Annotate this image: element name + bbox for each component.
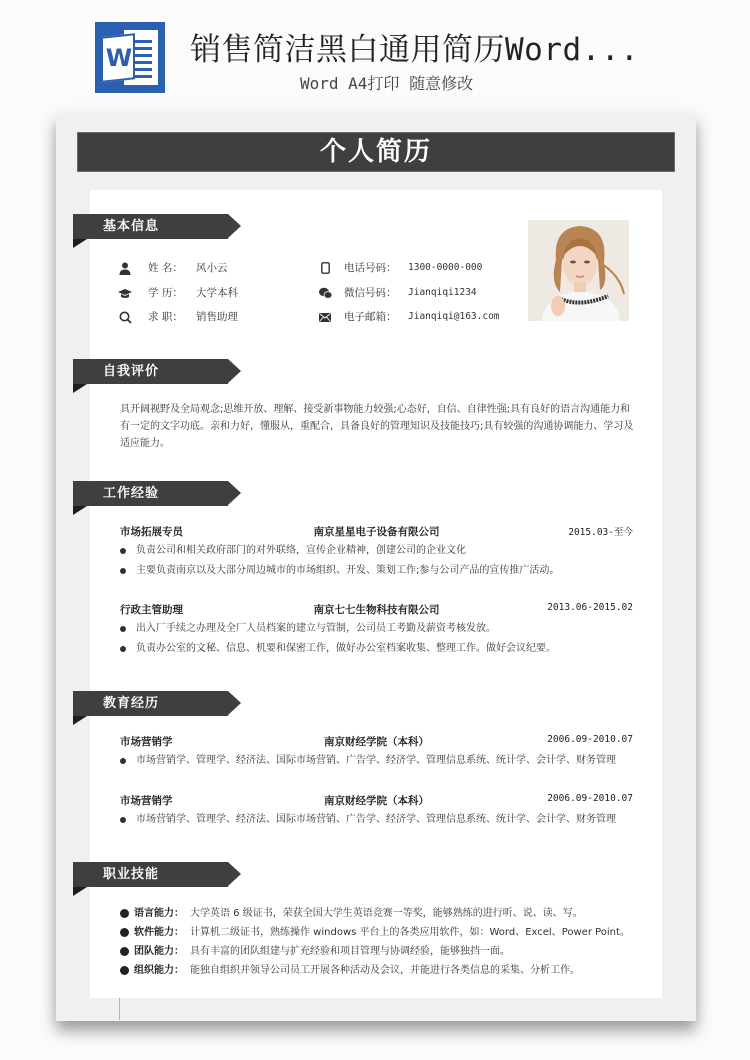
education-entry-2-header [120, 793, 633, 809]
text-cursor [119, 998, 120, 1020]
self-evaluation-text: 具开阔视野及全局观念;思维开放、理解、接受新事物能力较强;心态好，自信、自律性强;具有良好的语言沟通能力和有一定的文字功底。亲和力好，懂服从，重配合，具备良好的管理知识及技能技巧;具有较强的沟通协调能力、学习及适应能力。 [120, 404, 634, 449]
job-role: 行政主管助理 [120, 604, 183, 616]
info-phone: 电话号码： 1300-0000-000 [318, 260, 518, 276]
bullet-icon [120, 626, 126, 632]
work-entry-2-header [120, 602, 633, 618]
info-job-target: 求 职： 销售助理 [118, 309, 318, 325]
school-name: 南京财经学院（本科） [324, 736, 429, 748]
section-title: 自我评价 [103, 364, 160, 379]
bullet-icon [120, 646, 126, 652]
work-bullet: 负责办公室的文秘、信息、机要和保密工作，做好办公室档案收集、整理工作。做好会议纪要。 [120, 641, 640, 657]
bullet-icon [120, 758, 126, 764]
work-bullet: 出入厂手续之办理及全厂人员档案的建立与管制，公司员工考勤及薪资考核发放。 [120, 621, 640, 637]
info-wechat: 微信号码： Jianqiqi1234 [318, 285, 518, 301]
education-entry-1-header [120, 734, 633, 750]
skill-language: 语言能力： 大学英语 6 级证书，荣获全国大学生英语竞赛一等奖，能够熟练的进行听、说、读、写。 [120, 906, 640, 922]
job-role: 市场拓展专员 [120, 526, 183, 538]
person-icon [118, 261, 132, 275]
resume-card [90, 190, 662, 998]
bullet-icon [120, 548, 126, 554]
section-title: 职业技能 [103, 867, 160, 882]
section-header-work-experience [73, 481, 243, 506]
bullet-icon [120, 568, 126, 574]
document-subtitle: Word A4打印 随意修改 [300, 74, 474, 93]
document-title: 销售简洁黑白通用简历Word... [190, 32, 640, 68]
bullet-icon [120, 966, 129, 975]
section-title: 教育经历 [103, 696, 160, 711]
company-name: 南京星星电子设备有限公司 [313, 526, 440, 538]
section-header-self-evaluation [73, 359, 243, 384]
bullet-icon [120, 947, 129, 956]
education-courses: 市场营销学、管理学、经济法、国际市场营销、广告学、经济学、管理信息系统、统计学、会计学、财务管理 [120, 812, 640, 828]
job-date: 2013.06-2015.02 [547, 602, 633, 613]
work-entry-1-header [120, 524, 633, 540]
mail-icon [318, 310, 332, 324]
company-name: 南京七七生物科技有限公司 [313, 604, 440, 616]
job-date: 2015.03-至今 [568, 527, 633, 538]
word-letter: W [105, 44, 133, 72]
section-header-education [73, 691, 243, 716]
section-header-skills [73, 862, 243, 887]
phone-icon [318, 261, 332, 275]
education-date: 2006.09-2010.07 [547, 793, 633, 804]
profile-photo [528, 220, 629, 321]
search-icon [118, 310, 132, 324]
section-title: 基本信息 [103, 219, 160, 234]
skill-organization: 组织能力： 能独自组织并领导公司员工开展各种活动及会议，并能进行各类信息的采集、分析工作。 [120, 963, 640, 979]
skill-software: 软件能力： 计算机二级证书，熟练操作 windows 平台上的各类应用软件，如：Word、Excel、Power Point。 [120, 925, 640, 941]
major: 市场营销学 [120, 736, 173, 748]
info-education: 学 历： 大学本科 [118, 285, 318, 301]
word-icon [95, 22, 165, 93]
resume-page [56, 115, 696, 1021]
bullet-icon [120, 817, 126, 823]
bullet-icon [120, 928, 129, 937]
wechat-icon [318, 286, 332, 300]
work-bullet: 主要负责南京以及大部分周边城市的市场组织、开发、策划工作;参与公司产品的宣传推广活动。 [120, 563, 640, 579]
info-name: 姓 名： 风小云 [118, 260, 318, 276]
major: 市场营销学 [120, 795, 173, 807]
section-header-basic-info [73, 214, 243, 239]
graduation-cap-icon [118, 286, 132, 300]
bullet-icon [120, 909, 129, 918]
section-title: 工作经验 [103, 486, 160, 501]
education-courses: 市场营销学、管理学、经济法、国际市场营销、广告学、经济学、管理信息系统、统计学、会计学、财务管理 [120, 753, 640, 769]
info-email: 电子邮箱： Jianqiqi@163.com [318, 309, 538, 325]
preview-header [0, 0, 750, 112]
work-bullet: 负责公司和相关政府部门的对外联络，宣传企业精神，创建公司的企业文化 [120, 543, 640, 559]
education-date: 2006.09-2010.07 [547, 734, 633, 745]
school-name: 南京财经学院（本科） [324, 795, 429, 807]
resume-title: 个人简历 [77, 132, 675, 172]
skill-team: 团队能力： 具有丰富的团队组建与扩充经验和项目管理与协调经验，能够独挡一面。 [120, 944, 640, 960]
